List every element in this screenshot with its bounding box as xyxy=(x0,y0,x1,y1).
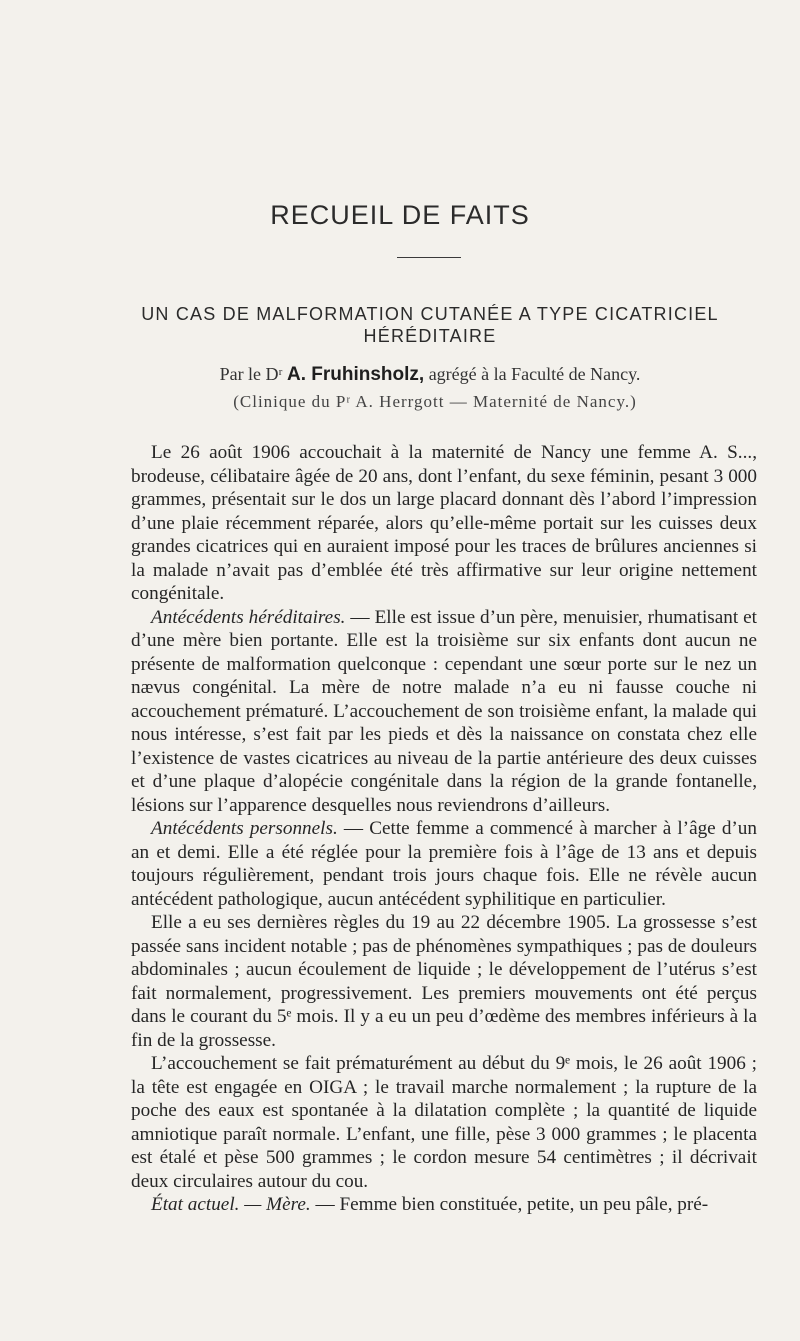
byline-suffix: agrégé à la Faculté de Nancy. xyxy=(428,364,641,384)
paragraph-3-lead: Antécédents personnels. xyxy=(151,818,338,839)
paragraph-6 xyxy=(131,1193,757,1217)
section-title: RECUEIL DE FAITS xyxy=(270,200,530,230)
byline xyxy=(0,364,800,386)
paragraph-2 xyxy=(131,606,757,818)
title-divider xyxy=(397,257,461,258)
paragraph-3-text: — Cette femme a commencé à marcher à l’âge d’un an et demi. Elle a été réglée pour la première fois à l’âge de 13 ans et depuis toujours régulièrement, pendant trois jours chaque fois. Elle ne révèle aucun antécédent pathologique, aucun antécédent syphilitique en particulier. xyxy=(131,818,757,910)
paragraph-5-text: L’accouchement se fait prématurément au début du 9ᵉ mois, le 26 août 1906 ; la tête est engagée en OIGA ; le travail marche normalement ; la rupture de la poche des eaux est spontanée à la dilatation complète ; la quantité de liquide amniotique paraît normale. L’enfant, une fille, pèse 3 000 grammes ; le placenta est étalé et pèse 500 grammes ; le cordon mesure 54 centimètres ; il décrivait deux circulaires autour du cou. xyxy=(131,1053,757,1192)
paragraph-3 xyxy=(131,817,757,911)
paragraph-2-text: — Elle est issue d’un père, menuisier, rhumatisant et d’une mère bien portante. Elle est la troisième sur six enfants dont aucun ne présente de malformation quelconque : cependant une sœur porte sur le nez un nævus congénital. La mère de notre malade n’a eu ni fausse couche ni accouchement prématuré. L’accouchement de son troisième enfant, la malade qui nous intéresse, s’est fait par les pieds et dès la naissance on constata chez elle l’existence de vastes cicatrices au niveau de la partie antérieure des deux cuisses et d’une plaque d’alopécie congénitale dans la région de la grande fontanelle, lésions sur l’apparence desquelles nous reviendrons d’ailleurs. xyxy=(131,606,757,816)
author-name: A. Fruhinsholz, xyxy=(286,364,425,385)
paragraph-4-text: Elle a eu ses dernières règles du 19 au 22 décembre 1905. La grossesse s’est passée sans incident notable ; pas de phénomènes sympathiques ; pas de douleurs abdominales ; aucun écoulement de liquide ; le développement de l’utérus s’est fait normalement, progressivement. Les premiers mouvements ont été perçus dans le courant du 5ᵉ mois. Il y a eu un peu d’œdème des membres inférieurs à la fin de la grossesse. xyxy=(131,912,757,1051)
paragraph-6-text: — Femme bien constituée, petite, un peu pâle, pré- xyxy=(310,1194,709,1215)
article-body xyxy=(131,441,757,1217)
paragraph-6-lead: État actuel. — Mère. xyxy=(151,1194,311,1215)
byline-prefix: Par le Dʳ xyxy=(219,364,283,384)
paragraph-5 xyxy=(131,1052,757,1193)
paragraph-4 xyxy=(131,911,757,1052)
paragraph-2-lead: Antécédents héréditaires. xyxy=(151,606,346,628)
paragraph-1-text: Le 26 août 1906 accouchait à la maternité de Nancy une femme A. S..., brodeuse, célibataire âgée de 20 ans, dont l’enfant, du sexe féminin, pesant 3 000 grammes, présentait sur le dos un large placard donnant dès l’abord l’impression d’une plaie récemment réparée, alors qu’elle-même portait sur les cuisses deux grandes cicatrices qui en auraient imposé pour les traces de brûlures anciennes si la malade n’avait pas d’emblée été très affirmative sur leur origine nettement congénitale. xyxy=(131,442,757,604)
paragraph-1 xyxy=(131,441,757,606)
affiliation: (Clinique du Pʳ A. Herrgott — Maternité de Nancy.) xyxy=(233,392,637,411)
article-title: UN CAS DE MALFORMATION CUTANÉE A TYPE CICATRICIEL HÉRÉDITAIRE xyxy=(141,304,719,346)
